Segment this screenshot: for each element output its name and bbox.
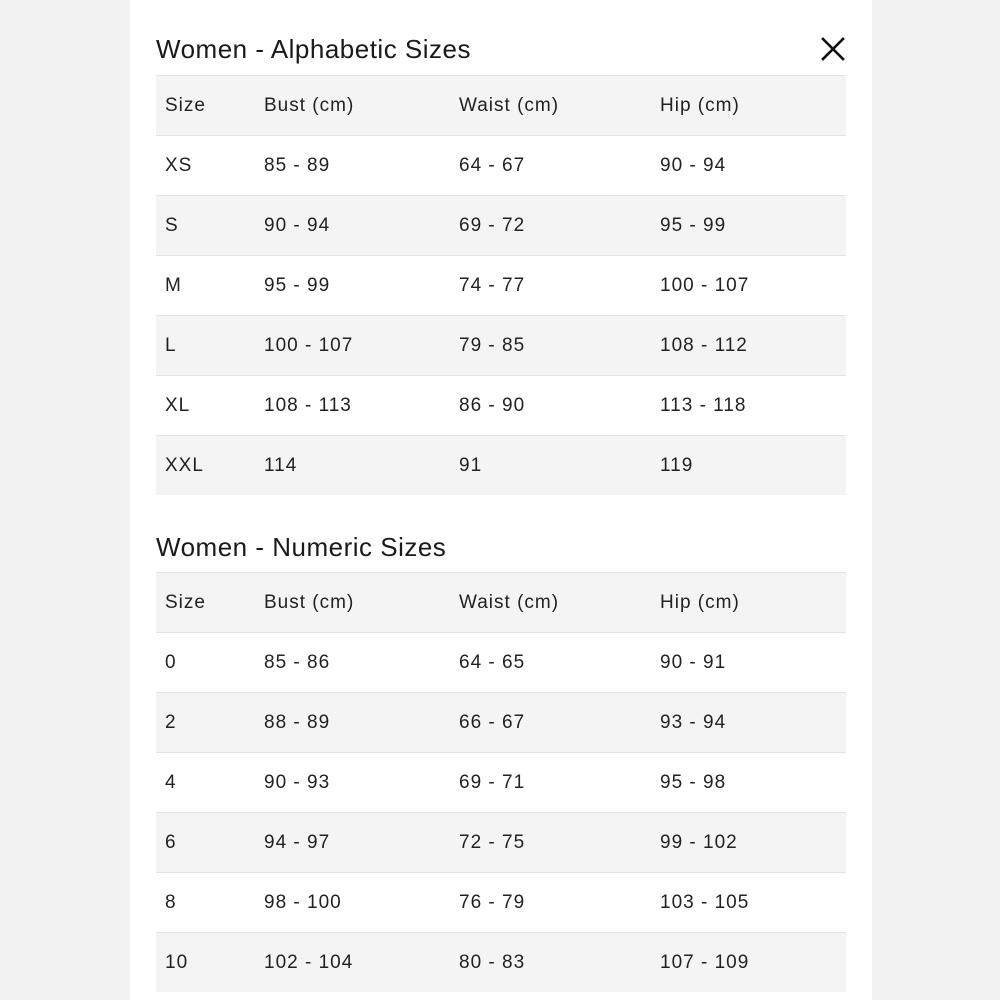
- cell-size: 0: [156, 633, 255, 693]
- table-row: [156, 933, 846, 993]
- alphabetic-sizes-title: Women - Alphabetic Sizes: [156, 34, 471, 64]
- cell-hip: 103 - 105: [651, 873, 846, 933]
- cell-size: XXL: [156, 436, 255, 496]
- cell-hip: 99 - 102: [651, 813, 846, 873]
- table-row: [156, 376, 846, 436]
- header-waist: Waist (cm): [450, 76, 651, 136]
- cell-size: XS: [156, 136, 255, 196]
- table-row: [156, 436, 846, 496]
- table-row: [156, 813, 846, 873]
- cell-bust: 94 - 97: [255, 813, 450, 873]
- table-header-row: [156, 573, 846, 633]
- cell-waist: 64 - 67: [450, 136, 651, 196]
- cell-waist: 66 - 67: [450, 693, 651, 753]
- cell-size: 6: [156, 813, 255, 873]
- cell-bust: 90 - 94: [255, 196, 450, 256]
- cell-waist: 69 - 71: [450, 753, 651, 813]
- cell-hip: 108 - 112: [651, 316, 846, 376]
- table-row: [156, 316, 846, 376]
- table-row: [156, 753, 846, 813]
- cell-size: L: [156, 316, 255, 376]
- cell-size: 10: [156, 933, 255, 993]
- numeric-sizes-title: Women - Numeric Sizes: [156, 532, 447, 562]
- table-row: [156, 196, 846, 256]
- cell-hip: 107 - 109: [651, 933, 846, 993]
- cell-size: M: [156, 256, 255, 316]
- cell-hip: 100 - 107: [651, 256, 846, 316]
- header-size: Size: [156, 573, 255, 633]
- cell-bust: 114: [255, 436, 450, 496]
- cell-bust: 100 - 107: [255, 316, 450, 376]
- cell-waist: 76 - 79: [450, 873, 651, 933]
- cell-waist: 72 - 75: [450, 813, 651, 873]
- cell-size: 4: [156, 753, 255, 813]
- cell-size: XL: [156, 376, 255, 436]
- cell-waist: 79 - 85: [450, 316, 651, 376]
- cell-hip: 95 - 99: [651, 196, 846, 256]
- cell-bust: 102 - 104: [255, 933, 450, 993]
- header-size: Size: [156, 76, 255, 136]
- cell-waist: 80 - 83: [450, 933, 651, 993]
- cell-bust: 88 - 89: [255, 693, 450, 753]
- table-row: [156, 693, 846, 753]
- cell-size: 2: [156, 693, 255, 753]
- table-row: [156, 136, 846, 196]
- cell-bust: 95 - 99: [255, 256, 450, 316]
- cell-waist: 86 - 90: [450, 376, 651, 436]
- numeric-size-table: [156, 572, 846, 992]
- header-bust: Bust (cm): [255, 76, 450, 136]
- cell-waist: 74 - 77: [450, 256, 651, 316]
- cell-hip: 119: [651, 436, 846, 496]
- cell-hip: 90 - 91: [651, 633, 846, 693]
- cell-bust: 85 - 89: [255, 136, 450, 196]
- cell-hip: 93 - 94: [651, 693, 846, 753]
- table-row: [156, 256, 846, 316]
- cell-waist: 91: [450, 436, 651, 496]
- cell-bust: 108 - 113: [255, 376, 450, 436]
- alphabetic-size-table: [156, 75, 846, 495]
- close-icon: [818, 34, 848, 64]
- table-row: [156, 633, 846, 693]
- cell-bust: 85 - 86: [255, 633, 450, 693]
- cell-bust: 98 - 100: [255, 873, 450, 933]
- cell-hip: 95 - 98: [651, 753, 846, 813]
- size-guide-panel: [130, 0, 872, 1000]
- header-waist: Waist (cm): [450, 573, 651, 633]
- header-bust: Bust (cm): [255, 573, 450, 633]
- header-hip: Hip (cm): [651, 76, 846, 136]
- cell-hip: 113 - 118: [651, 376, 846, 436]
- header-hip: Hip (cm): [651, 573, 846, 633]
- close-button[interactable]: [818, 34, 848, 64]
- table-row: [156, 873, 846, 933]
- cell-size: S: [156, 196, 255, 256]
- cell-bust: 90 - 93: [255, 753, 450, 813]
- table-header-row: [156, 76, 846, 136]
- cell-waist: 69 - 72: [450, 196, 651, 256]
- cell-size: 8: [156, 873, 255, 933]
- cell-waist: 64 - 65: [450, 633, 651, 693]
- cell-hip: 90 - 94: [651, 136, 846, 196]
